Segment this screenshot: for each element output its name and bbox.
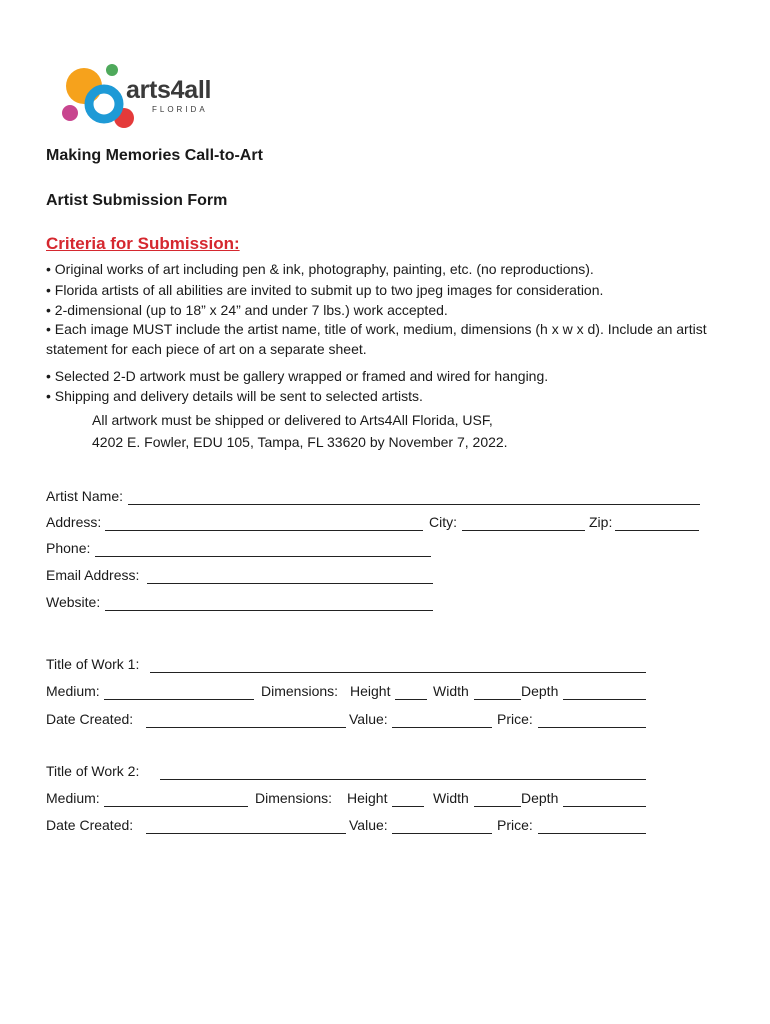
- work2-height-field[interactable]: [392, 806, 424, 807]
- work1-width-label: Width: [433, 683, 469, 699]
- work2-date-label: Date Created:: [46, 817, 134, 833]
- phone-field[interactable]: [95, 556, 431, 557]
- work2-value-field[interactable]: [392, 833, 492, 834]
- work1-depth-field[interactable]: [563, 699, 646, 700]
- email-field[interactable]: [147, 583, 433, 584]
- logo-blue-ring: [89, 89, 119, 119]
- address-label: Address:: [46, 514, 102, 530]
- work2-dimensions-label: Dimensions:: [255, 790, 333, 806]
- work1-date-label: Date Created:: [46, 711, 134, 727]
- work2-medium-label: Medium:: [46, 790, 100, 806]
- work2-price-label: Price:: [497, 817, 533, 833]
- form-subtitle: Artist Submission Form: [46, 192, 228, 209]
- arts4all-logo: [58, 62, 228, 134]
- work2-width-label: Width: [433, 790, 469, 806]
- work2-height-label: Height: [347, 790, 388, 806]
- work2-width-field[interactable]: [474, 806, 521, 807]
- work2-depth-label: Depth: [521, 790, 559, 806]
- phone-label: Phone:: [46, 540, 91, 556]
- work1-height-field[interactable]: [395, 699, 427, 700]
- artist-name-field[interactable]: [128, 504, 700, 505]
- artist-name-label: Artist Name:: [46, 488, 124, 504]
- work1-height-label: Height: [350, 683, 391, 699]
- work1-depth-label: Depth: [521, 683, 559, 699]
- work2-date-field[interactable]: [146, 833, 346, 834]
- shipping-line-2: 4202 E. Fowler, EDU 105, Tampa, FL 33620 by November 7, 2022.: [92, 434, 508, 450]
- work1-date-field[interactable]: [146, 727, 346, 728]
- website-field[interactable]: [105, 610, 433, 611]
- work1-medium-label: Medium:: [46, 683, 100, 699]
- work1-title-field[interactable]: [150, 672, 646, 673]
- city-label: City:: [429, 514, 457, 530]
- work2-title-label: Title of Work 2:: [46, 763, 140, 779]
- city-field[interactable]: [462, 530, 585, 531]
- logo-purple-circle: [62, 105, 78, 121]
- work1-price-field[interactable]: [538, 727, 646, 728]
- criteria-item: • Shipping and delivery details will be sent to selected artists.: [46, 388, 423, 404]
- work2-title-field[interactable]: [160, 779, 646, 780]
- criteria-item: • 2-dimensional (up to 18” x 24” and under 7 lbs.) work accepted.: [46, 302, 448, 318]
- work1-width-field[interactable]: [474, 699, 521, 700]
- website-label: Website:: [46, 594, 101, 610]
- criteria-item: • Each image MUST include the artist name, title of work, medium, dimensions (h x w x d). Include an artist statement for each piece of art on a separate sheet.: [46, 321, 707, 357]
- logo-subtitle: FLORIDA: [152, 105, 208, 114]
- logo-green-circle: [106, 64, 118, 76]
- work1-value-label: Value:: [349, 711, 388, 727]
- work2-value-label: Value:: [349, 817, 388, 833]
- criteria-item: • Original works of art including pen & ink, photography, painting, etc. (no reproductions).: [46, 261, 594, 277]
- criteria-item: • Selected 2-D artwork must be gallery wrapped or framed and wired for hanging.: [46, 368, 549, 384]
- page-title: Making Memories Call-to-Art: [46, 147, 263, 164]
- work1-title-label: Title of Work 1:: [46, 656, 140, 672]
- work1-dimensions-label: Dimensions:: [261, 683, 339, 699]
- email-label: Email Address:: [46, 567, 140, 583]
- criteria-heading: Criteria for Submission:: [46, 234, 240, 253]
- work2-price-field[interactable]: [538, 833, 646, 834]
- work1-value-field[interactable]: [392, 727, 492, 728]
- zip-label: Zip:: [589, 514, 613, 530]
- work2-medium-field[interactable]: [104, 806, 248, 807]
- work2-depth-field[interactable]: [563, 806, 646, 807]
- zip-field[interactable]: [615, 530, 699, 531]
- work1-medium-field[interactable]: [104, 699, 254, 700]
- criteria-item: • Florida artists of all abilities are invited to submit up to two jpeg images for consideration.: [46, 282, 604, 298]
- work1-price-label: Price:: [497, 711, 533, 727]
- address-field[interactable]: [105, 530, 423, 531]
- shipping-line-1: All artwork must be shipped or delivered to Arts4All Florida, USF,: [92, 412, 493, 428]
- logo-wordmark: arts4all: [126, 76, 212, 104]
